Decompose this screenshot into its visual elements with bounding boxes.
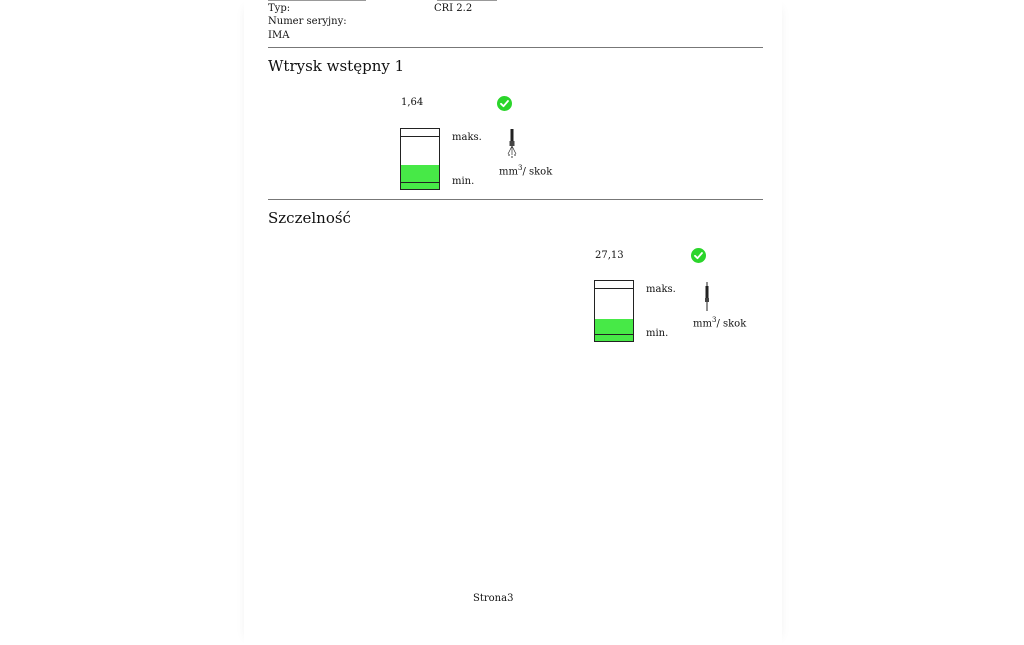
gauge-fill	[595, 319, 633, 341]
gauge-max-label: maks.	[646, 284, 676, 295]
injector-spray-icon	[505, 128, 519, 160]
measurement-value: 27,13	[595, 250, 624, 261]
measurement-value: 1,64	[401, 97, 424, 108]
ok-check-icon	[497, 96, 512, 111]
gauge-fill	[401, 165, 439, 189]
unit-label: $mm^3/$ skok	[499, 164, 553, 178]
gauge-max-line	[401, 136, 439, 137]
serial-number-label: Numer seryjny:	[268, 16, 347, 27]
page-number: Strona3	[473, 593, 514, 604]
gauge-min-line	[401, 182, 439, 183]
ima-label: IMA	[268, 30, 290, 41]
divider	[268, 199, 763, 200]
divider	[268, 47, 763, 48]
type-label: Typ:	[268, 3, 291, 14]
level-gauge	[400, 128, 440, 190]
type-value: CRI 2.2	[434, 3, 473, 14]
unit-label: $mm^3/$ skok	[693, 316, 747, 330]
section-title-pre-injection: Wtrysk wstępny 1	[268, 57, 405, 75]
section-title-tightness: Szczelność	[268, 209, 351, 227]
gauge-min-label: min.	[452, 176, 475, 187]
injector-icon	[700, 281, 714, 313]
level-gauge	[594, 280, 634, 342]
gauge-max-line	[595, 288, 633, 289]
gauge-max-label: maks.	[452, 132, 482, 143]
ok-check-icon	[691, 248, 706, 263]
gauge-min-line	[595, 334, 633, 335]
gauge-min-label: min.	[646, 328, 669, 339]
